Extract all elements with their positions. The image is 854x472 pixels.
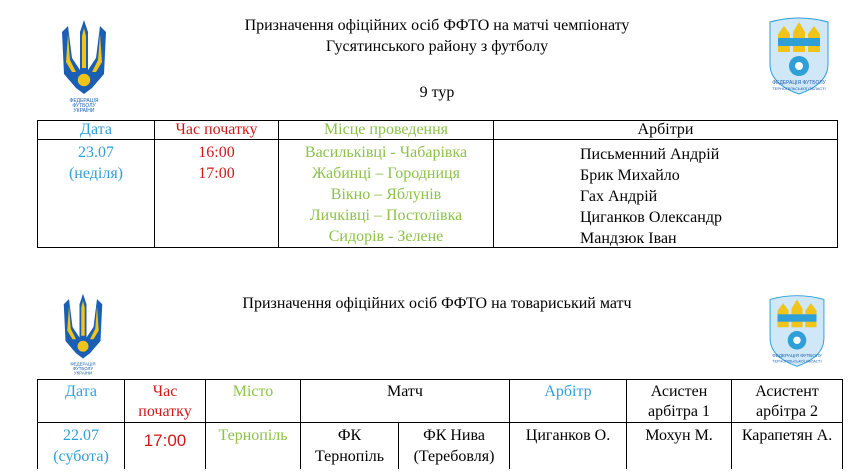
kickoff-time: 17:00: [198, 165, 235, 182]
logo-text-line2: ФУТБОЛУ: [72, 103, 96, 109]
header-referees: Арбітри: [637, 121, 694, 138]
referee-item: Мандзюк Іван: [580, 230, 677, 247]
header-match: Матч: [387, 383, 423, 400]
header-date: Дата: [80, 121, 112, 138]
logo-text-line3: УКРАЇНИ: [73, 370, 93, 376]
venue-item: Вікно – Яблунів: [330, 186, 442, 203]
assistant-1-name: Мохун М.: [645, 427, 713, 444]
match-weekday: (субота): [53, 448, 109, 465]
referee-item: Письменний Андрій: [580, 146, 720, 163]
header-time: Час: [152, 383, 178, 400]
ffu-trident-logo-bottom: [58, 292, 108, 376]
logo-text-line1: ФЕДЕРАЦІЯ ФУТБОЛУ: [772, 80, 826, 86]
logo-text-line1: ФЕДЕРАЦІЯ: [69, 98, 99, 104]
match-date: 22.07: [63, 427, 99, 444]
header-assistant-2: арбітра 2: [756, 403, 818, 420]
referee-item: Гах Андрій: [580, 188, 658, 205]
section1-title-line1: Призначення офіційних осіб ФФТО на матчі чемпіонату: [244, 17, 630, 34]
header-referee: Арбітр: [544, 383, 592, 400]
fft-oblast-logo-bottom: [762, 292, 832, 370]
away-team: ФК Нива: [423, 427, 485, 444]
section2-title: Призначення офіційних осіб ФФТО на товариський матч: [242, 295, 632, 312]
header-assistant-1: арбітра 1: [648, 403, 710, 420]
header-city: Місто: [232, 383, 274, 400]
fft-oblast-logo-top: [764, 14, 834, 98]
logo-text-line1: ФЕДЕРАЦІЯ: [70, 361, 96, 367]
header-date: Дата: [65, 383, 97, 400]
away-team: (Теребовля): [413, 448, 495, 465]
logo-text-line2: ФУТБОЛУ: [72, 365, 94, 371]
round-label: 9 тур: [419, 84, 455, 101]
logo-text-line1: ФЕДЕРАЦІЯ ФУТБОЛУ: [772, 353, 822, 358]
match-weekday: (неділя): [68, 165, 124, 182]
venue-item: Жабинці – Городниця: [312, 165, 460, 182]
referee-item: Циганков Олександр: [580, 209, 722, 226]
match-city: Тернопіль: [218, 427, 288, 444]
header-venue: Місце проведення: [323, 121, 449, 138]
home-team: Тернопіль: [314, 448, 385, 465]
friendly-match-table: [37, 379, 843, 469]
home-team: ФК: [337, 427, 362, 444]
venue-item: Личківці – Постолівка: [309, 207, 463, 224]
header-assistant-2: Асистент: [755, 383, 819, 400]
venue-item: Сидорів - Зелене: [328, 228, 444, 245]
ffu-trident-logo-top: [56, 18, 112, 114]
match-date: 23.07: [78, 144, 114, 161]
schedule-table: [37, 120, 838, 248]
header-assistant-1: Асистен: [650, 383, 708, 400]
logo-text-line3: УКРАЇНИ: [73, 108, 95, 114]
venue-item: Васильківці - Чабарівка: [304, 144, 468, 161]
referee-name: Циганков О.: [525, 427, 611, 444]
referee-item: Брик Михайло: [580, 167, 680, 184]
section1-title-line2: Гусятинського району з футболу: [325, 38, 549, 55]
header-time: Час початку: [175, 121, 258, 138]
assistant-2-name: Карапетян А.: [741, 427, 833, 444]
kickoff-time: 16:00: [198, 144, 235, 161]
logo-text-line2: ТЕРНОПІЛЬСЬКОЇ ОБЛАСТІ: [772, 359, 822, 364]
logo-text-line2: ТЕРНОПІЛЬСЬКОЇ ОБЛАСТІ: [772, 86, 826, 91]
header-time: початку: [138, 403, 192, 420]
kickoff-time: 17:00: [143, 431, 187, 450]
